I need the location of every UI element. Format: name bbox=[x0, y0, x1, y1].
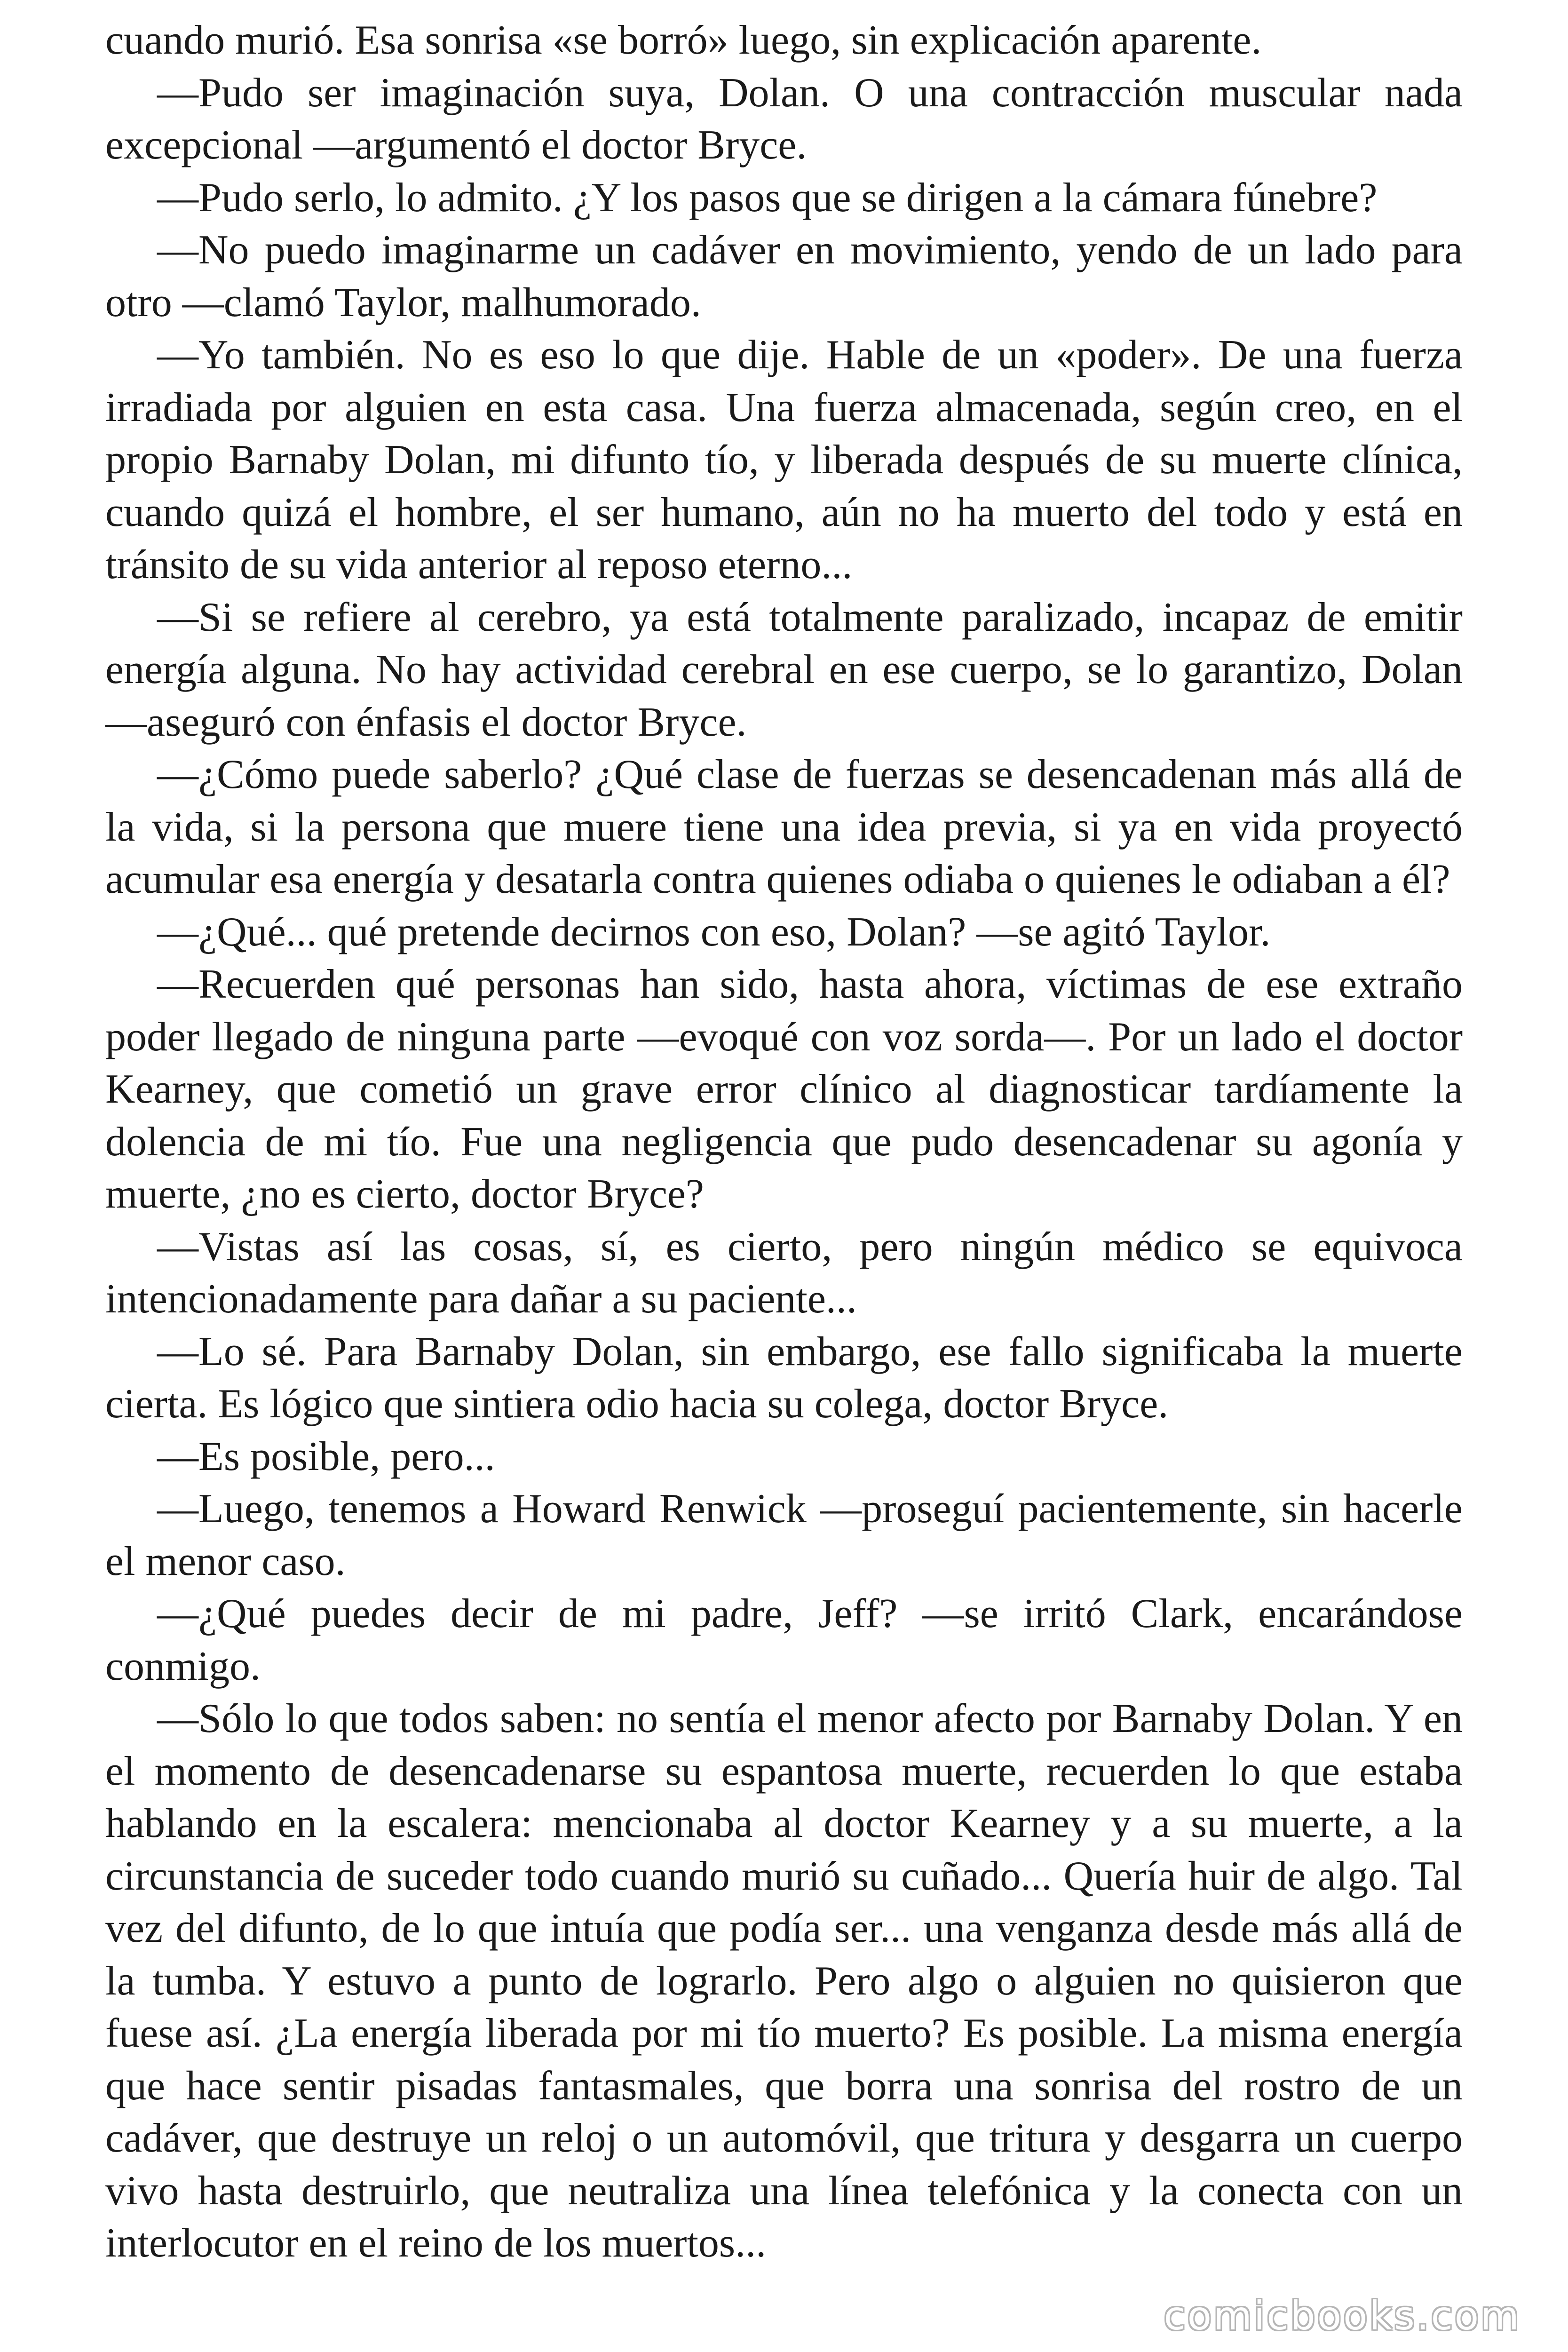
page-text bbox=[105, 14, 1463, 2270]
paragraph: —Pudo serlo, lo admito. ¿Y los pasos que se dirigen a la cámara fúnebre? bbox=[157, 175, 1378, 221]
paragraph: —Sólo lo que todos saben: no sentía el menor afecto por Barnaby Dolan. Y en el momento de desencadenarse su espantosa muerte, recuerden lo que estaba hablando en la escalera: mencionaba al doctor Kearney y a su muerte, a la circunstancia de suceder todo cuando murió su cuñado... Quería huir de algo. Tal vez del difunto, de lo que intuía que podía ser... una venganza desde más allá de la tumba. Y estuvo a punto de lograrlo. Pero algo o alguien no quisieron que fuese así. ¿La energía liberada por mi tío muerto? Es posible. La misma energía que hace sentir pisadas fantasmales, que borra una sonrisa del rostro de un cadáver, que destruye un reloj o un automóvil, que tritura y desgarra un cuerpo vivo hasta destruirlo, que neutraliza una línea telefónica y la conecta con un interlocutor en el reino de los muertos... bbox=[105, 1696, 1463, 2266]
paragraph: —Lo sé. Para Barnaby Dolan, sin embargo, ese fallo significaba la muerte cierta. Es lógico que sintiera odio hacia su colega, doctor Bryce. bbox=[105, 1328, 1463, 1427]
paragraph: —¿Cómo puede saberlo? ¿Qué clase de fuerzas se desencadenan más allá de la vida, si la persona que muere tiene una idea previa, si ya en vida proyectó acumular esa energía y desatarla contra quienes odiaba o quienes le odiaban a él? bbox=[105, 752, 1463, 902]
paragraph: —Es posible, pero... bbox=[157, 1433, 495, 1479]
paragraph: —Si se refiere al cerebro, ya está totalmente paralizado, incapaz de emitir energía alguna. No hay actividad cerebral en ese cuerpo, se lo garantizo, Dolan —aseguró con énfasis el doctor Bryce. bbox=[105, 594, 1463, 745]
paragraph: —¿Qué... qué pretende decirnos con eso, Dolan? —se agitó Taylor. bbox=[157, 909, 1271, 955]
paragraph: —No puedo imaginarme un cadáver en movimiento, yendo de un lado para otro —clamó Taylor, malhumorado. bbox=[105, 227, 1463, 326]
paragraph: —¿Qué puedes decir de mi padre, Jeff? —se irritó Clark, encarándose conmigo. bbox=[105, 1591, 1463, 1689]
paragraph: —Luego, tenemos a Howard Renwick —proseguí pacientemente, sin hacerle el menor caso. bbox=[105, 1486, 1463, 1584]
paragraph: cuando murió. Esa sonrisa «se borró» luego, sin explicación aparente. bbox=[105, 17, 1262, 63]
paragraph: —Vistas así las cosas, sí, es cierto, pero ningún médico se equivoca intencionadamente para dañar a su paciente... bbox=[105, 1224, 1463, 1322]
paragraph: —Pudo ser imaginación suya, Dolan. O una contracción muscular nada excepcional —argumentó el doctor Bryce. bbox=[105, 70, 1463, 168]
paragraph: —Recuerden qué personas han sido, hasta ahora, víctimas de ese extraño poder llegado de ninguna parte —evoqué con voz sorda—. Por un lado el doctor Kearney, que cometió un grave error clínico al diagnosticar tardíamente la dolencia de mi tío. Fue una negligencia que pudo desencadenar su agonía y muerte, ¿no es cierto, doctor Bryce? bbox=[105, 961, 1463, 1217]
watermark: comicbooks.com bbox=[1164, 2293, 1521, 2339]
paragraph: —Yo también. No es eso lo que dije. Hable de un «poder». De una fuerza irradiada por alguien en esta casa. Una fuerza almacenada, según creo, en el propio Barnaby Dolan, mi difunto tío, y liberada después de su muerte clínica, cuando quizá el hombre, el ser humano, aún no ha muerto del todo y está en tránsito de su vida anterior al reposo eterno... bbox=[105, 332, 1463, 588]
